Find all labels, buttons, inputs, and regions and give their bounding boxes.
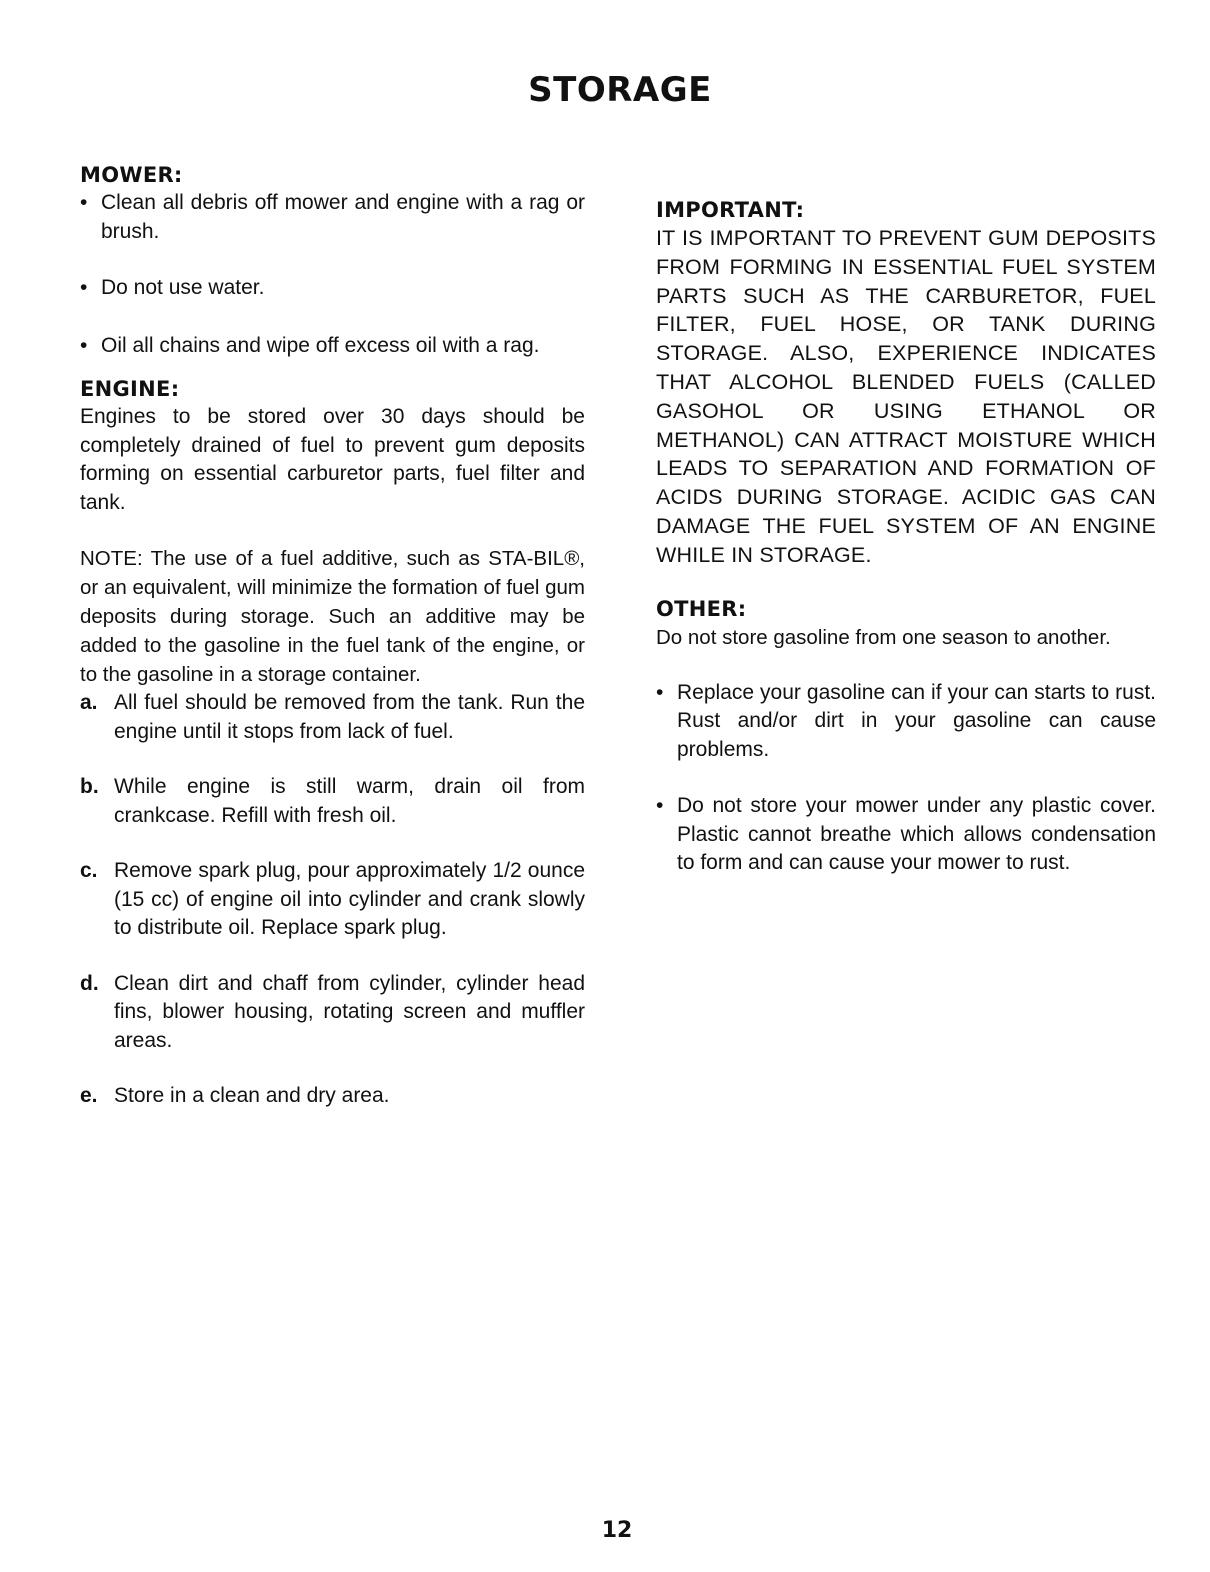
step-text: Clean dirt and chaff from cylinder, cylinder head fins, blower housing, rotating screen and muffler areas. <box>114 971 585 1052</box>
other-bullet-text: Do not store your mower under any plastic cover. Plastic cannot breathe which allows condensation to form and can cause your mower to rust. <box>677 794 1156 875</box>
bullet-icon: • <box>80 276 88 299</box>
step-letter: c. <box>80 859 98 882</box>
mower-bullet <box>80 274 585 303</box>
step-text: Store in a clean and dry area. <box>114 1084 390 1107</box>
page-title: STORAGE <box>528 70 712 110</box>
other-bullet <box>656 679 1156 765</box>
page-number: 12 <box>601 1518 633 1543</box>
engine-step <box>80 689 585 746</box>
engine-step <box>80 1082 585 1111</box>
other-heading: OTHER: <box>656 596 747 621</box>
engine-step <box>80 773 585 830</box>
bullet-icon: • <box>656 680 664 704</box>
mower-bullet <box>80 189 585 246</box>
other-bullet <box>656 792 1156 878</box>
mower-bullet-text: Oil all chains and wipe off excess oil with a rag. <box>101 333 540 357</box>
other-bullet-text: Replace your gasoline can if your can starts to rust. Rust and/or dirt in your gasoline can cause problems. <box>677 680 1156 761</box>
step-text: Remove spark plug, pour approximately 1/2 ounce (15 cc) of engine oil into cylinder and crank slowly to distribute oil. Replace spark plug. <box>114 859 585 939</box>
step-letter: b. <box>80 775 99 798</box>
bullet-icon: • <box>80 191 88 214</box>
right-column <box>656 198 1156 878</box>
left-column <box>80 163 585 1111</box>
step-letter: e. <box>80 1084 98 1107</box>
step-text: All fuel should be removed from the tank. Run the engine until it stops from lack of fuel. <box>114 691 585 743</box>
engine-step <box>80 857 585 943</box>
important-heading: IMPORTANT: <box>656 198 805 222</box>
other-intro: Do not store gasoline from one season to another. <box>656 625 1111 649</box>
bullet-icon: • <box>80 333 88 357</box>
engine-intro: Engines to be stored over 30 days should be completely drained of fuel to prevent gum deposits forming on essential carburetor parts, fuel filter and tank. <box>80 405 585 514</box>
engine-step <box>80 970 585 1056</box>
step-text: While engine is still warm, drain oil from crankcase. Refill with fresh oil. <box>114 775 585 827</box>
mower-bullet-text: Clean all debris off mower and engine with a rag or brush. <box>101 191 585 243</box>
step-letter: d. <box>80 971 99 995</box>
important-text: IT IS IMPORTANT TO PREVENT GUM DEPOSITS FROM FORMING IN ESSENTIAL FUEL SYSTEM PARTS SUCH AS THE CARBURETOR, FUEL FILTER, FUEL HOSE, OR TANK DURING STORAGE. ALSO, EXPERIENCE INDICATES THAT ALCOHOL BLENDED FUELS (CALLED GASOHOL OR USING ETHANOL OR METHANOL) CAN ATTRACT MOISTURE WHICH LEADS TO SEPARATION AND FORMATION OF ACIDS DURING STORAGE. ACIDIC GAS CAN DAMAGE THE FUEL SYSTEM OF AN ENGINE WHILE IN STORAGE. <box>656 226 1156 567</box>
bullet-icon: • <box>656 794 664 818</box>
engine-heading: ENGINE: <box>80 377 180 401</box>
mower-heading: MOWER: <box>80 163 183 187</box>
step-letter: a. <box>80 691 98 714</box>
mower-bullet <box>80 332 585 361</box>
engine-note: NOTE: The use of a fuel additive, such as STA-BIL®, or an equivalent, will minimize the formation of fuel gum deposits during storage. Such an additive may be added to the gasoline in the fuel tank of the engine, or to the gasoline in a storage container. <box>80 547 585 686</box>
mower-bullet-text: Do not use water. <box>101 276 265 299</box>
